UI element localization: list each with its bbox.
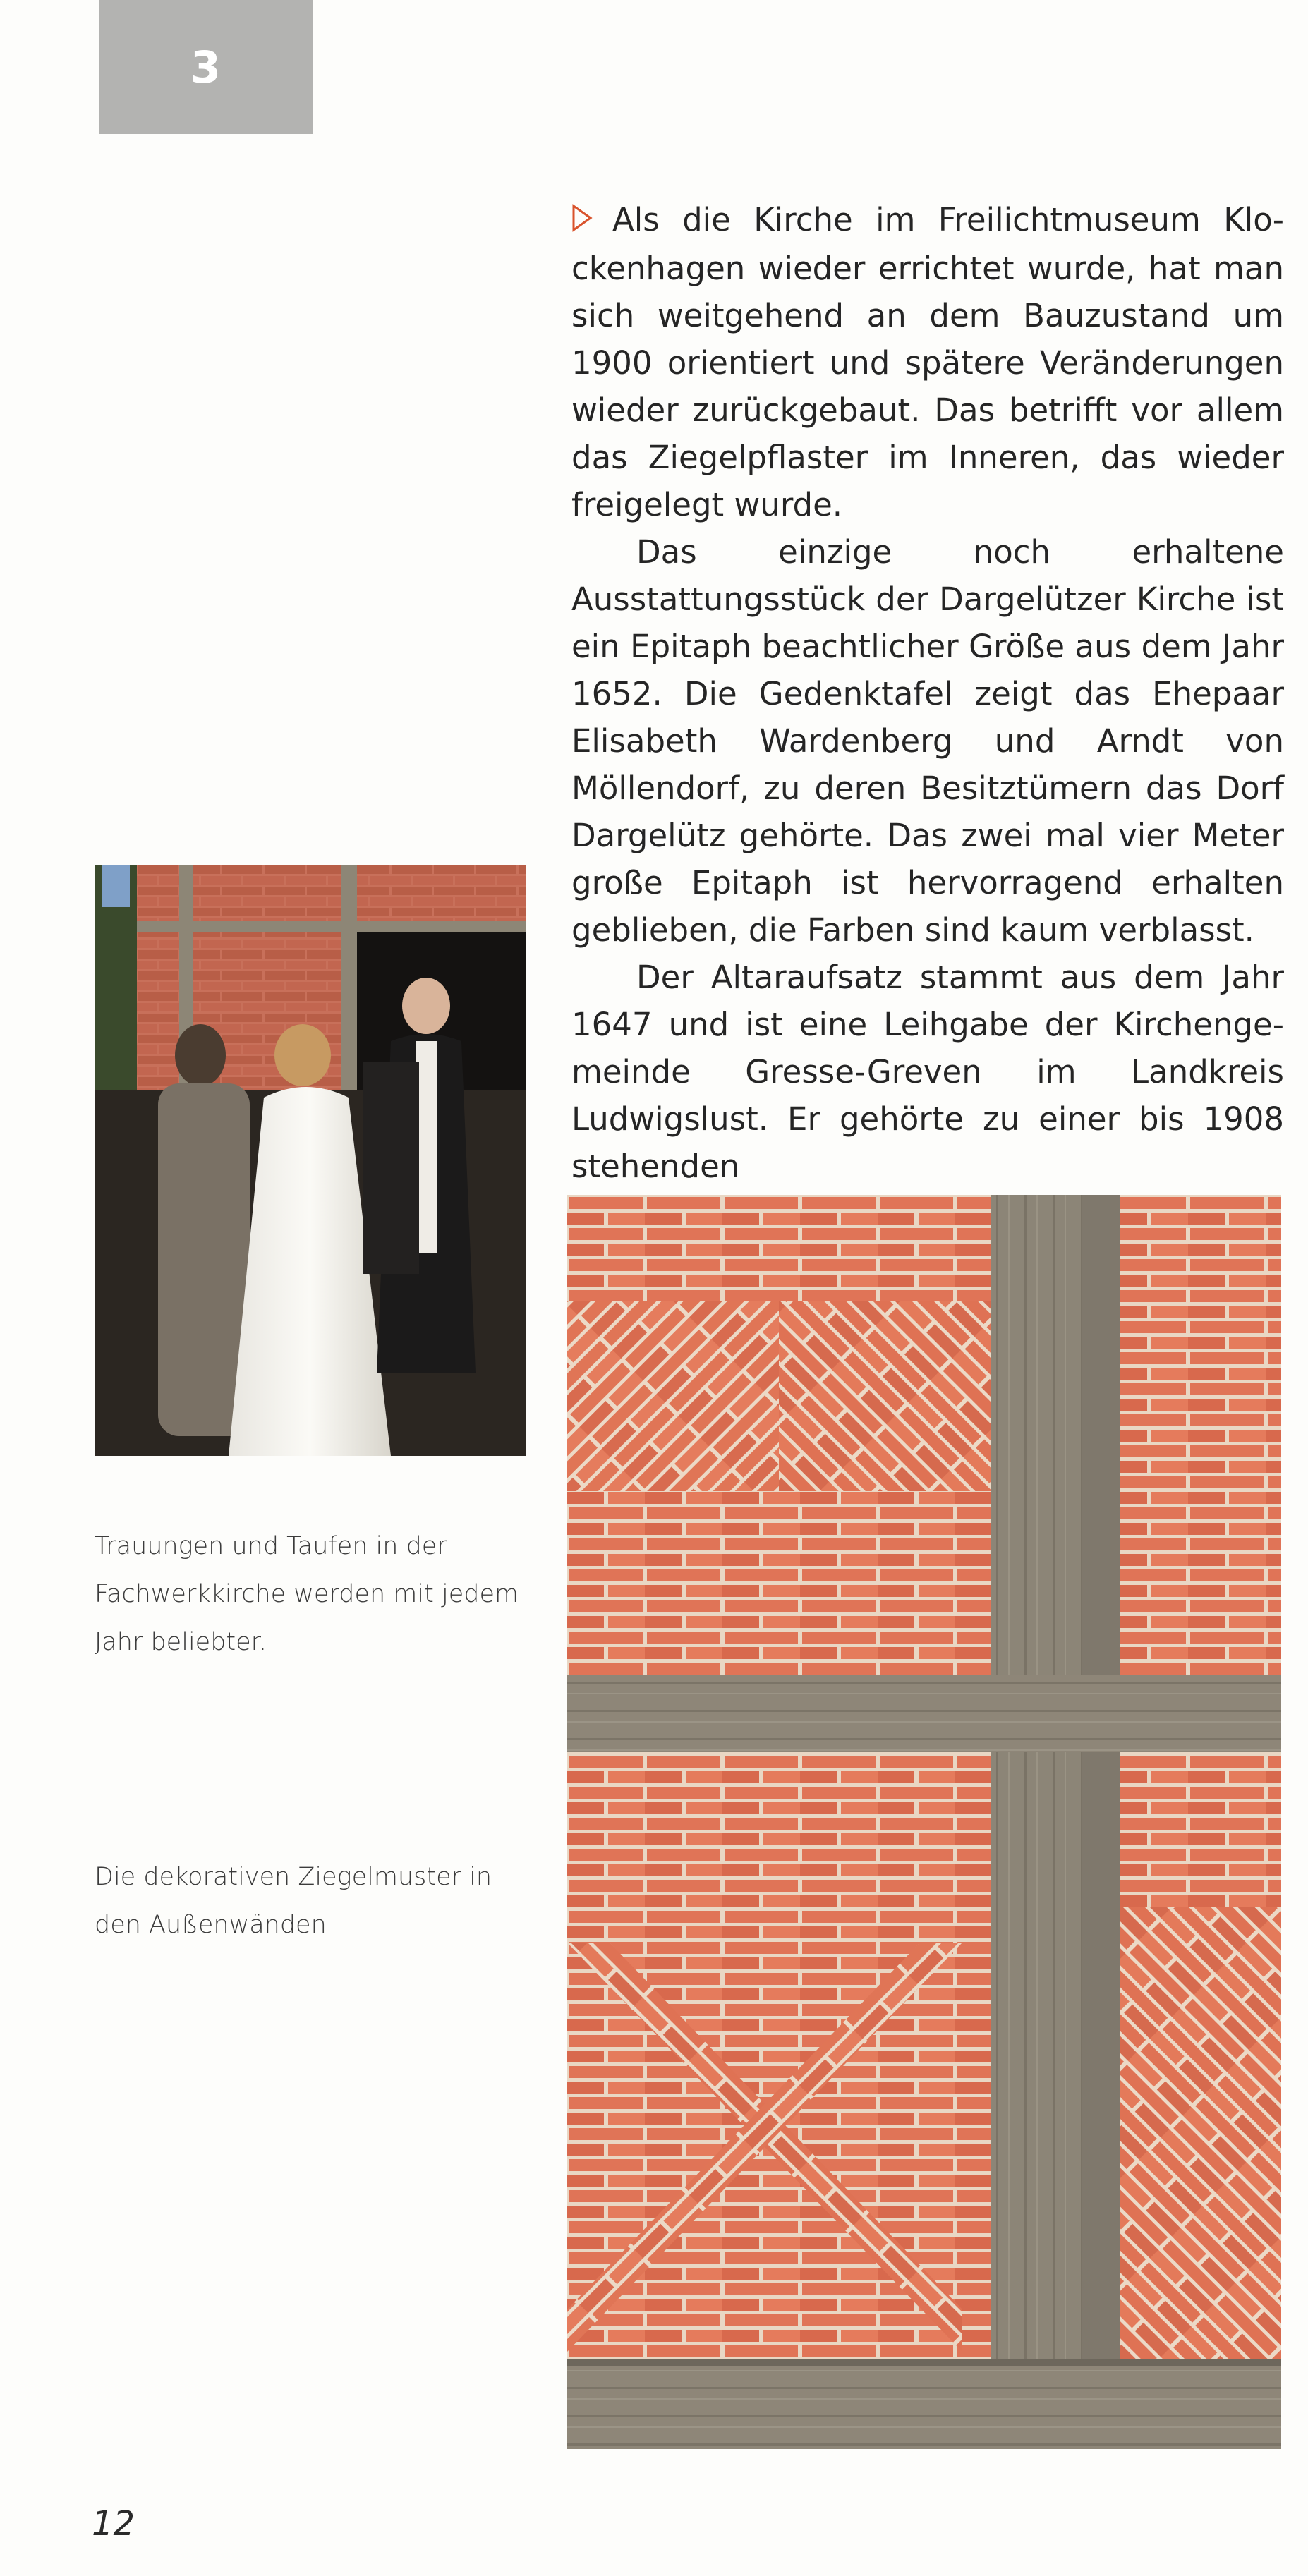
paragraph-1: [571, 196, 1284, 528]
wedding-photo: [95, 865, 526, 1456]
paragraph-1-text: Als die Kirche im Freilichtmuseum Klockenhagen wieder errichtet wurde, hat man sich weitgehend an dem Bauzustand um 1900 orientiert und spätere Veränderungen wieder zurückgebaut. Das betrifft vor allem das Ziegelpflaster im Inneren, das wieder freigelegt wurde.: [571, 201, 1284, 523]
paragraph-3: Der Altaraufsatz stammt aus dem Jahr 1647 und ist eine Leihgabe der Kirchengemeinde Gresse-Greven im Landkreis Ludwigslust. Er gehörte zu einer bis 1908 stehenden: [571, 959, 1284, 1185]
chapter-number: 3: [190, 41, 222, 93]
body-text: [571, 196, 1284, 1190]
chapter-tab: [99, 0, 313, 134]
page-number: 12: [92, 2504, 135, 2544]
wedding-photo-caption: Trauungen und Taufen in der Fachwerkkirche werden mit jedem Jahr beliebter.: [95, 1532, 519, 1656]
brick-wall-photo: [567, 1195, 1281, 2449]
triangle-right-icon: [571, 198, 612, 245]
brick-photo-caption: Die dekorativen Ziegelmuster in den Außenwänden: [95, 1863, 492, 1939]
paragraph-2: Das einzige noch erhaltene Ausstattungsstück der Dargelützer Kirche ist ein Epitaph beachtlicher Größe aus dem Jahr 1652. Die Gedenktafel zeigt das Ehepaar Elisabeth Wardenberg und Arndt von Möllendorf, zu deren Besitztümern das Dorf Dargelütz gehörte. Das zwei mal vier Meter große Epitaph ist hervorragend erhalten geblieben, die Farben sind kaum verblasst.: [571, 533, 1284, 949]
